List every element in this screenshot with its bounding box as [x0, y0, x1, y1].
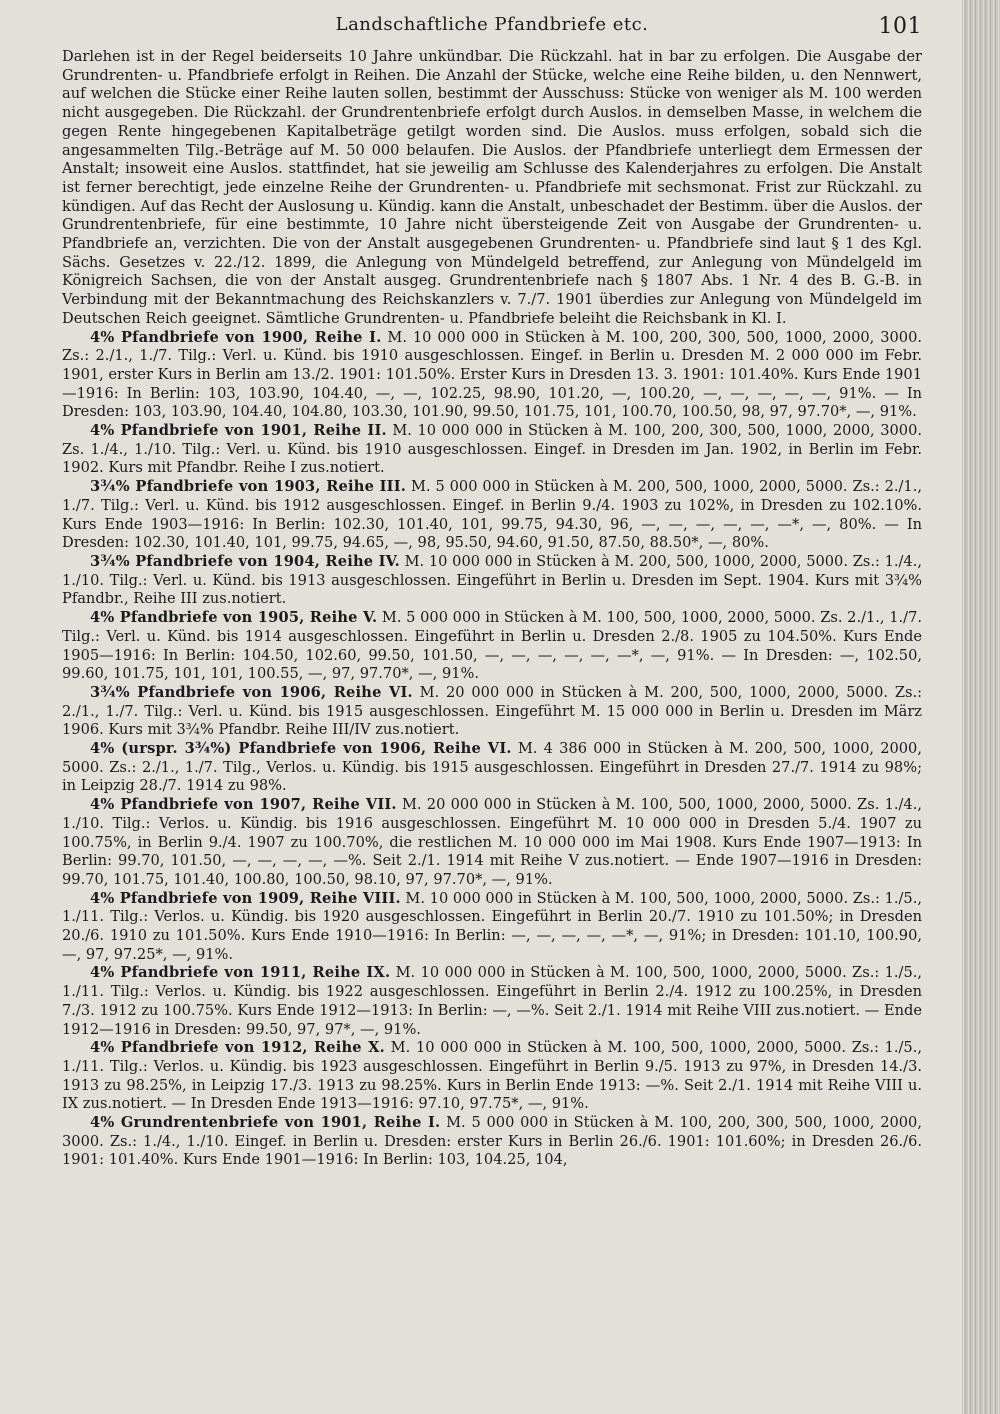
entry-title: 4% Pfandbriefe von 1901, Reihe II. — [90, 422, 387, 440]
page-edge — [962, 0, 1000, 1414]
entry-body: M. 10 000 000 in Stücken à M. 100, 200, 300, 500, 1000, 2000, 3000. Zs. 1./4., 1./10. Tilg.: Verl. u. Künd. bis 1910 ausgeschlossen. Eingef. in Dresden im Jan. 1902, in Berlin im Febr. 1902. Kurs mit Pfandbr. Reihe I zus.notiert. — [62, 422, 922, 477]
entry-body: M. 10 000 000 in Stücken à M. 100, 500, 1000, 2000, 5000. Zs.: 1./5., 1./11. Tilg.: Verlos. u. Kündig. bis 1920 ausgeschlossen. Eingeführt in Berlin 20./7. 1910 zu 101.50%; in Dresden 20./6. 1910 zu 101.50%. Kurs Ende 1910—1916: In Berlin: —, —, —, —, —*, —, 91%; in Dresden: 101.10, 100.90, —, 97, 97.25*, —, 91%. — [62, 889, 922, 963]
entry-body: M. 5 000 000 in Stücken à M. 100, 200, 300, 500, 1000, 2000, 3000. Zs.: 1./4., 1./10. Eingef. in Berlin u. Dresden: erster Kurs in Berlin 26./6. 1901: 101.60%; in Dresden 26./6. 1901: 101.40%. Kurs Ende 1901—1916: In Berlin: 103, 104.25, 104, — [62, 1114, 922, 1169]
entry-title: 4% Pfandbriefe von 1912, Reihe X. — [90, 1039, 385, 1057]
entry-body: M. 4 386 000 in Stücken à M. 200, 500, 1000, 2000, 5000. Zs.: 2./1., 1./7. Tilg., Verlos. u. Kündig. bis 1915 ausgeschlossen. Eingeführt in Dresden 27./7. 1914 zu 98%; in Leipzig 28./7. 1914 zu 98%. — [62, 740, 922, 795]
entry-body: M. 10 000 000 in Stücken à M. 100, 500, 1000, 2000, 5000. Zs.: 1./5., 1./11. Tilg.: Verlos. u. Kündig. bis 1922 ausgeschlossen. Eingeführt in Berlin 2./4. 1912 zu 100.25%, in Dresden 7./3. 1912 zu 100.75%. Kurs Ende 1912—1913: In Berlin: —, —%. Seit 2./1. 1914 mit Reihe VIII zus.notiert. — Ende 1912—1916 in Dresden: 99.50, 97, 97*, —, 91%. — [62, 964, 923, 1038]
entry-title: 4% Pfandbriefe von 1905, Reihe V. — [90, 609, 378, 627]
entry-pfandbriefe-1912-reihe-10 — [62, 1039, 922, 1114]
entry-body: M. 5 000 000 in Stücken à M. 100, 500, 1000, 2000, 5000. Zs. 2./1., 1./7. Tilg.: Verl. u. Künd. bis 1914 ausgeschlossen. Eingeführt in Berlin u. Dresden 2./8. 1905 zu 104.50%. Kurs Ende 1905—1916: In Berlin: 104.50, 102.60, 99.50, 101.50, —, —, —, —, —, —*, —, 91%. — In Dresden: —, 102.50, 99.60, 101.75, 101, 101, 100.55, —, 97, 97.70*, —, 91%. — [62, 609, 923, 683]
entry-body: M. 10 000 000 in Stücken à M. 100, 500, 1000, 2000, 5000. Zs.: 1./5., 1./11. Tilg.: Verlos. u. Kündig. bis 1923 ausgeschlossen. Eingeführt in Berlin 9./5. 1913 zu 97%, in Dresden 14./3. 1913 zu 98.25%, in Leipzig 17./3. 1913 zu 98.25%. Kurs in Berlin Ende 1913: —%. Seit 2./1. 1914 mit Reihe VIII u. IX zus.notiert. — In Dresden Ende 1913—1916: 97.10, 97.75*, —, 91%. — [62, 1039, 922, 1113]
page-header — [62, 14, 922, 48]
entry-pfandbriefe-1900-reihe-1 — [62, 329, 922, 423]
entry-body: M. 5 000 000 in Stücken à M. 200, 500, 1000, 2000, 5000. Zs.: 2./1., 1./7. Tilg.: Verl. u. Künd. bis 1912 ausgeschlossen. Eingef. in Berlin 9./4. 1903 zu 102%, in Dresden zu 102.10%. Kurs Ende 1903—1916: In Berlin: 102.30, 101.40, 101, 99.75, 94.30, 96, —, —, —, —, —, —*, —, 80%. — In Dresden: 102.30, 101.40, 101, 99.75, 94.65, —, 98, 95.50, 94.60, 91.50, 87.50, 88.50*, —, 80%. — [62, 478, 922, 552]
entry-pfandbriefe-1909-reihe-8 — [62, 890, 922, 965]
entry-title: 4% Pfandbriefe von 1907, Reihe VII. — [90, 796, 397, 814]
entry-pfandbriefe-1911-reihe-9 — [62, 964, 922, 1039]
body-text — [62, 48, 922, 1170]
entry-pfandbriefe-1905-reihe-5 — [62, 609, 922, 684]
entry-body: M. 20 000 000 in Stücken à M. 200, 500, 1000, 2000, 5000. Zs.: 2./1., 1./7. Tilg.: Verl. u. Künd. bis 1915 ausgeschlossen. Eingeführt M. 15 000 000 in Berlin u. Dresden im März 1906. Kurs mit 3¾% Pfandbr. Reihe III/IV zus.notiert. — [62, 683, 923, 739]
entry-body: M. 10 000 000 in Stücken à M. 200, 500, 1000, 2000, 5000. Zs.: 1./4., 1./10. Tilg.: Verl. u. Künd. bis 1913 ausgeschlossen. Eingeführt in Berlin u. Dresden im Sept. 1904. Kurs mit 3¾% Pfandbr., Reihe III zus.notiert. — [62, 552, 922, 608]
entry-title: 4% Pfandbriefe von 1900, Reihe I. — [90, 328, 382, 346]
entry-grundrentenbriefe-1901-reihe-1 — [62, 1114, 922, 1170]
entry-title: 3¾% Pfandbriefe von 1906, Reihe VI. — [90, 683, 413, 701]
entry-title: 4% Grundrentenbriefe von 1901, Reihe I. — [90, 1114, 441, 1132]
entry-body: M. 20 000 000 in Stücken à M. 100, 500, 1000, 2000, 5000. Zs. 1./4., 1./10. Tilg.: Verlos. u. Kündig. bis 1916 ausgeschlossen. Eingeführt M. 10 000 000 in Dresden 5./4. 1907 zu 100.75%, in Berlin 9./4. 1907 zu 100.70%, die restlichen M. 10 000 000 im Mai 1908. Kurs Ende 1907—1913: In Berlin: 99.70, 101.50, —, —, —, —, —%. Seit 2./1. 1914 mit Reihe V zus.notiert. — Ende 1907—1916 in Dresden: 99.70, 101.75, 101.40, 100.80, 100.50, 98.10, 97, 97.70*, —, 91%. — [62, 796, 922, 888]
entry-body: M. 10 000 000 in Stücken à M. 100, 200, 300, 500, 1000, 2000, 3000. Zs.: 2./1., 1./7. Tilg.: Verl. u. Künd. bis 1910 ausgeschlossen. Eingef. in Berlin u. Dresden M. 2 000 000 im Febr. 1901, erster Kurs in Berlin am 13./2. 1901: 101.50%. Erster Kurs in Dresden 13. 3. 1901: 101.40%. Kurs Ende 1901—1916: In Berlin: 103, 103.90, 104.40, —, —, 102.25, 98.90, 101.20, —, 100.20, —, —, —, —, —, 91%. — In Dresden: 103, 103.90, 104.40, 104.80, 103.30, 101.90, 99.50, 101.75, 101, 100.70, 100.50, 98, 97, 97.70*, —, 91%. — [62, 328, 923, 421]
entry-pfandbriefe-1907-reihe-7 — [62, 796, 922, 890]
entry-title: 4% Pfandbriefe von 1911, Reihe IX. — [90, 964, 391, 982]
entry-pfandbriefe-1906-reihe-6-urspr — [62, 740, 922, 796]
entry-pfandbriefe-1903-reihe-3 — [62, 478, 922, 553]
entry-pfandbriefe-1906-reihe-6 — [62, 684, 922, 740]
entry-title: 4% Pfandbriefe von 1909, Reihe VIII. — [90, 889, 401, 907]
entry-title: 3¾% Pfandbriefe von 1904, Reihe IV. — [90, 552, 400, 570]
running-title: Landschaftliche Pfandbriefe etc. — [335, 14, 649, 35]
intro-paragraph: Darlehen ist in der Regel beiderseits 10 Jahre unkündbar. Die Rückzahl. hat in bar zu erfolgen. Die Ausgabe der Grundrenten- u. Pfandbriefe erfolgt in Reihen. Die Anzahl der Stücke, welche eine Reihe bilden, u. den Nennwert, auf welchen die Stücke einer Reihe lauten sollen, bestimmt der Ausschuss: Stücke von weniger als M. 100 werden nicht ausgegeben. Die Rückzahl. der Grundrentenbriefe erfolgt durch Auslos. in demselben Masse, in welchem die gegen Rente hingegebenen Kapitalbeträge getilgt worden sind. Die Auslos. muss erfolgen, sobald sich die angesammelten Tilg.-Beträge auf M. 50 000 belaufen. Die Auslos. der Pfandbriefe unterliegt dem Ermessen der Anstalt; insoweit eine Auslos. stattfindet, hat sie jeweilig am Schlusse des Kalenderjahres zu erfolgen. Die Anstalt ist ferner berechtigt, jede einzelne Reihe der Grundrenten- u. Pfandbriefe mit sechsmonat. Frist zur Rückzahl. zu kündigen. Auf das Recht der Auslosung u. Kündig. kann die Anstalt, unbeschadet der Bestimm. über die Auslos. der Grundrentenbriefe, für eine bestimmte, 10 Jahre nicht übersteigende Zeit von Ausgabe der Grundrenten- u. Pfandbriefe an, verzichten. Die von der Anstalt ausgegebenen Grundrenten- u. Pfandbriefe sind laut § 1 des Kgl. Sächs. Gesetzes v. 22./12. 1899, die Anlegung von Mündelgeld betreffend, zur Anlegung von Mündelgeld im Königreich Sachsen, die von der Anstalt ausgeg. Grundrentenbriefe nach § 1807 Abs. 1 Nr. 4 des B. G.-B. in Verbindung mit der Bekanntmachung des Reichskanzlers v. 7./7. 1901 überdies zur Anlegung von Mündelgeld im Deutschen Reich geeignet. Sämtliche Grundrenten- u. Pfandbriefe beleiht die Reichsbank in Kl. I. — [62, 48, 922, 327]
entry-title: 3¾% Pfandbriefe von 1903, Reihe III. — [90, 478, 407, 496]
entry-pfandbriefe-1901-reihe-2 — [62, 422, 922, 478]
page-number: 101 — [878, 14, 922, 39]
entry-pfandbriefe-1904-reihe-4 — [62, 553, 922, 609]
entry-title: 4% (urspr. 3¾%) Pfandbriefe von 1906, Reihe VI. — [90, 740, 512, 758]
